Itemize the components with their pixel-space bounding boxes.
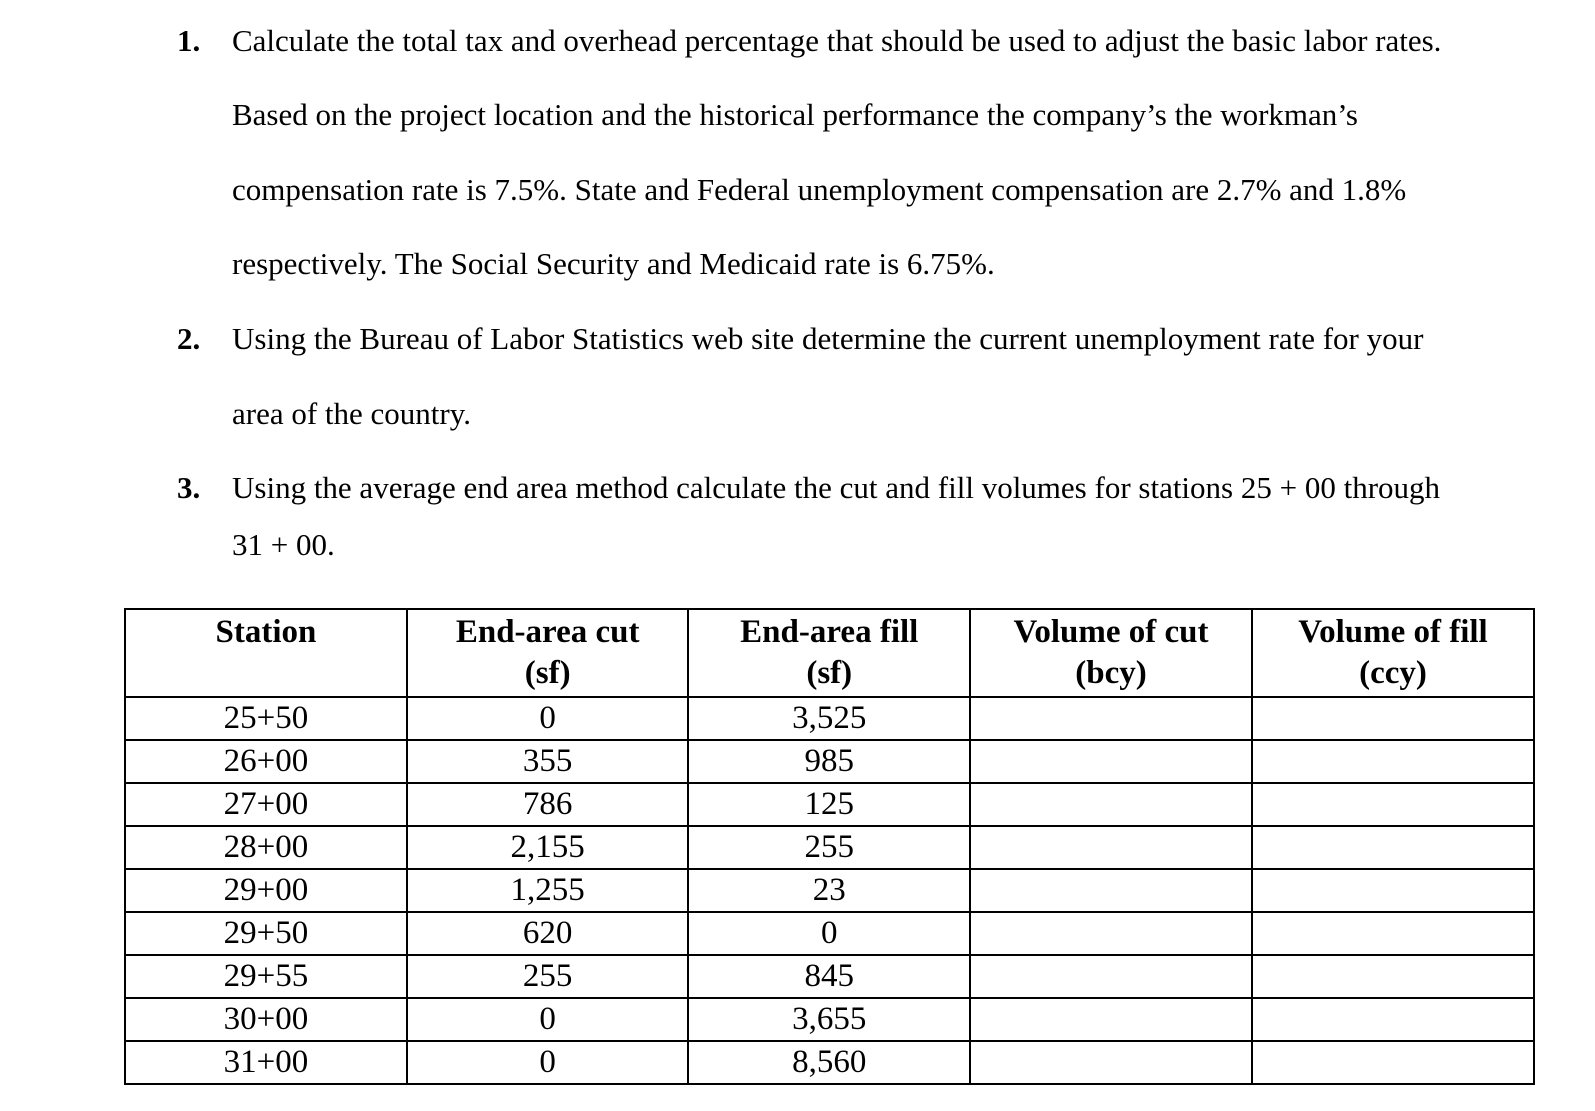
cell-end-area-fill: 3,655 [688, 998, 970, 1041]
header-end-area-fill-line1: End-area fill [740, 614, 919, 650]
header-volume-cut [970, 609, 1252, 697]
header-station [125, 609, 407, 697]
cell-station: 26+00 [125, 740, 407, 783]
cell-volume-cut [970, 1041, 1252, 1084]
cell-end-area-fill: 0 [688, 912, 970, 955]
cell-end-area-fill: 845 [688, 955, 970, 998]
cell-volume-cut [970, 740, 1252, 783]
cell-volume-fill [1252, 740, 1534, 783]
table-row [125, 783, 1534, 826]
table-header-row [125, 609, 1534, 697]
cell-volume-cut [970, 826, 1252, 869]
header-end-area-cut [407, 609, 689, 697]
cell-volume-cut [970, 869, 1252, 912]
cell-end-area-cut: 0 [407, 1041, 689, 1084]
cell-station: 28+00 [125, 826, 407, 869]
header-end-area-cut-line1: End-area cut [455, 614, 640, 650]
table-row [125, 826, 1534, 869]
cell-station: 29+00 [125, 869, 407, 912]
cell-volume-cut [970, 912, 1252, 955]
header-end-area-fill [688, 609, 970, 697]
question-3-line-1: Using the average end area method calculate the cut and fill volumes for stations 25 + 00 through [232, 470, 1441, 505]
cell-volume-cut [970, 783, 1252, 826]
cell-station: 31+00 [125, 1041, 407, 1084]
cell-end-area-cut: 1,255 [407, 869, 689, 912]
cell-volume-fill [1252, 912, 1534, 955]
cell-volume-fill [1252, 955, 1534, 998]
header-volume-fill-line1: Volume of fill [1298, 614, 1488, 650]
question-2-line-2: area of the country. [232, 396, 471, 431]
header-volume-fill [1252, 609, 1534, 697]
cell-station: 25+50 [125, 697, 407, 740]
header-station-line1: Station [215, 614, 317, 650]
volume-table [124, 608, 1535, 1085]
cell-end-area-cut: 255 [407, 955, 689, 998]
question-2-number: 2. [177, 321, 201, 356]
cell-end-area-fill: 125 [688, 783, 970, 826]
table-row [125, 697, 1534, 740]
question-1-line-4: respectively. The Social Security and Medicaid rate is 6.75%. [232, 246, 995, 281]
cell-end-area-cut: 786 [407, 783, 689, 826]
cell-volume-fill [1252, 783, 1534, 826]
cell-end-area-cut: 0 [407, 697, 689, 740]
cell-volume-cut [970, 697, 1252, 740]
cell-end-area-cut: 620 [407, 912, 689, 955]
cell-volume-cut [970, 955, 1252, 998]
question-2-line-1: Using the Bureau of Labor Statistics web site determine the current unemployment rate for your [232, 321, 1424, 356]
table-row [125, 869, 1534, 912]
cell-end-area-fill: 8,560 [688, 1041, 970, 1084]
cell-end-area-cut: 2,155 [407, 826, 689, 869]
header-volume-cut-line2: (bcy) [1075, 655, 1147, 691]
cell-end-area-cut: 355 [407, 740, 689, 783]
cell-end-area-cut: 0 [407, 998, 689, 1041]
question-1-number: 1. [177, 23, 201, 58]
cell-end-area-fill: 3,525 [688, 697, 970, 740]
header-volume-fill-line2: (ccy) [1359, 655, 1427, 691]
cell-volume-fill [1252, 826, 1534, 869]
table-row [125, 955, 1534, 998]
cell-end-area-fill: 23 [688, 869, 970, 912]
table-row [125, 1041, 1534, 1084]
cell-station: 30+00 [125, 998, 407, 1041]
cell-station: 29+50 [125, 912, 407, 955]
header-end-area-fill-line2: (sf) [806, 655, 853, 691]
table-row [125, 998, 1534, 1041]
cell-volume-fill [1252, 869, 1534, 912]
question-3-line-2: 31 + 00. [232, 527, 335, 562]
cell-volume-fill [1252, 998, 1534, 1041]
cell-end-area-fill: 255 [688, 826, 970, 869]
cell-station: 29+55 [125, 955, 407, 998]
header-volume-cut-line1: Volume of cut [1013, 614, 1209, 650]
header-end-area-cut-line2: (sf) [524, 655, 571, 691]
question-1-line-3: compensation rate is 7.5%. State and Federal unemployment compensation are 2.7% and 1.8% [232, 172, 1407, 207]
question-1-line-1: Calculate the total tax and overhead percentage that should be used to adjust the basic labor rates. [232, 23, 1442, 58]
cell-volume-cut [970, 998, 1252, 1041]
question-1-line-2: Based on the project location and the historical performance the company’s the workman’s [232, 97, 1358, 132]
question-3-number: 3. [177, 470, 201, 505]
cell-end-area-fill: 985 [688, 740, 970, 783]
cell-volume-fill [1252, 1041, 1534, 1084]
cell-volume-fill [1252, 697, 1534, 740]
cell-station: 27+00 [125, 783, 407, 826]
table-row [125, 740, 1534, 783]
table-row [125, 912, 1534, 955]
